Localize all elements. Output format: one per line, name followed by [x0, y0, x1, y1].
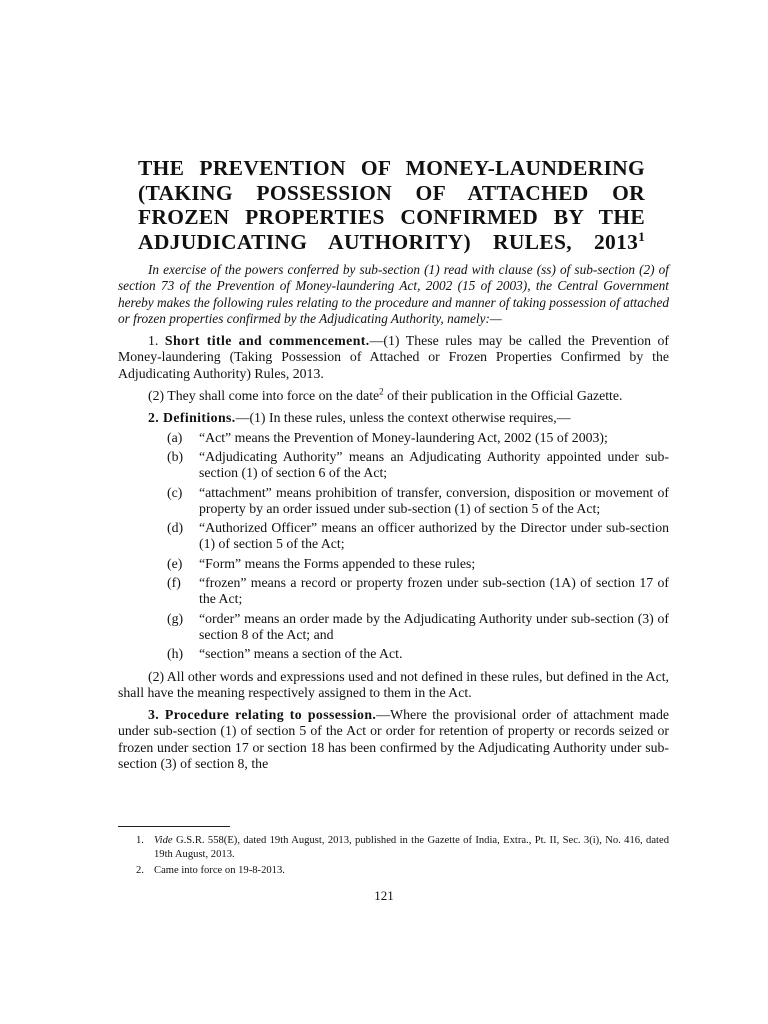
definition-item	[118, 611, 669, 644]
footnote-number: 1.	[136, 835, 144, 846]
definition-label: (g)	[167, 610, 184, 626]
footnotes	[118, 834, 669, 880]
footnote-number: 2.	[136, 865, 144, 876]
definition-text: “Adjudicating Authority” means an Adjudicating Authority appointed under sub-section (1) of section 6 of the Act;	[199, 448, 669, 481]
definition-label: (e)	[167, 555, 183, 571]
rule-3-text: —Where the provisional order of attachment made under sub-section (1) of section 5 of the Act or order for retention of property or records seized or frozen under section 17 or section 18 has been confirmed by the Adjudicating Authority under sub-section (3) of section 8, the	[118, 707, 669, 772]
footnote-text: Came into force on 19-8-2013.	[154, 865, 285, 876]
rules-title	[138, 156, 645, 254]
definition-item	[118, 520, 669, 553]
footnote-text: G.S.R. 558(E), dated 19th August, 2013, published in the Gazette of India, Extra., Pt. II, Sec. 3(i), No. 416, dated 19th August, 2013.	[154, 835, 669, 860]
rule-2-subsection-2: (2) All other words and expressions used and not defined in these rules, but defined in the Act, shall have the meaning respectively assigned to them in the Act.	[118, 668, 669, 700]
definition-text: “frozen” means a record or property frozen under sub-section (1A) of section 17 of the Act;	[199, 575, 669, 607]
definition-item	[118, 556, 669, 572]
rule-1-subsection-2	[118, 388, 669, 404]
rule-2-text: —(1) In these rules, unless the context otherwise requires,—	[235, 410, 571, 426]
rule-1-heading: Short title and commencement.	[164, 333, 370, 349]
footnote-ref-2: 2	[379, 386, 384, 397]
footnote-lead: Vide	[154, 835, 173, 846]
rule-3	[118, 707, 669, 772]
definition-label: (a)	[167, 429, 183, 445]
definition-text: “Form” means the Forms appended to these rules;	[199, 555, 476, 571]
definition-label: (b)	[167, 448, 184, 464]
rule-1-sub2-text-end: of their publication in the Official Gazette.	[383, 388, 623, 404]
definition-item	[118, 430, 669, 446]
footnote-divider	[118, 826, 230, 827]
title-text: THE PREVENTION OF MONEY-LAUNDERING (TAKING POSSESSION OF ATTACHED OR FROZEN PROPERTIES CONFIRMED BY THE ADJUDICATING AUTHORITY) RULES, 2013	[138, 156, 645, 254]
rule-2	[118, 410, 669, 426]
page-number: 121	[374, 888, 394, 903]
definition-item	[118, 575, 669, 608]
definitions-list	[118, 430, 669, 663]
definition-text: “attachment” means prohibition of transfer, conversion, disposition or movement of property by an order issued under sub-section (1) of section 5 of the Act;	[199, 484, 669, 516]
rule-1-sub2-text: (2) They shall come into force on the date	[148, 388, 380, 404]
definition-text: “Act” means the Prevention of Money-laundering Act, 2002 (15 of 2003);	[199, 429, 608, 445]
definition-text: “order” means an order made by the Adjudicating Authority under sub-section (3) of section 8 of the Act; and	[199, 610, 669, 642]
rule-2-heading: 2. Definitions.	[148, 410, 236, 426]
rules-body	[118, 262, 669, 772]
definition-item	[118, 449, 669, 482]
definition-item	[118, 646, 669, 662]
rule-1	[118, 333, 669, 382]
definition-item	[118, 485, 669, 518]
definition-label: (f)	[167, 575, 181, 591]
preamble: In exercise of the powers conferred by sub-section (1) read with clause (ss) of sub-section (2) of section 73 of the Prevention of Money-laundering Act, 2002 (15 of 2003), the Central Government hereby makes the following rules relating to the procedure and manner of taking possession of attached or frozen properties confirmed by the Adjudicating Authority, namely:—	[118, 262, 669, 326]
definition-text: “section” means a section of the Act.	[199, 646, 403, 662]
definition-label: (c)	[167, 484, 183, 500]
definition-text: “Authorized Officer” means an officer authorized by the Director under sub-section (1) of section 5 of the Act;	[199, 520, 669, 552]
footnote-2	[118, 864, 669, 878]
title-footnote-ref: 1	[638, 228, 645, 244]
rule-3-heading: 3. Procedure relating to possession.	[148, 707, 377, 723]
definition-label: (d)	[167, 520, 184, 536]
rule-1-text: —(1) These rules may be called the Prevention of Money-laundering (Taking Possession of Attached or Frozen Properties Confirmed by the Adjudicating Authority) Rules, 2013.	[118, 333, 670, 381]
rule-1-number: 1.	[148, 333, 159, 349]
definition-label: (h)	[167, 646, 184, 662]
footnote-1	[118, 834, 669, 862]
